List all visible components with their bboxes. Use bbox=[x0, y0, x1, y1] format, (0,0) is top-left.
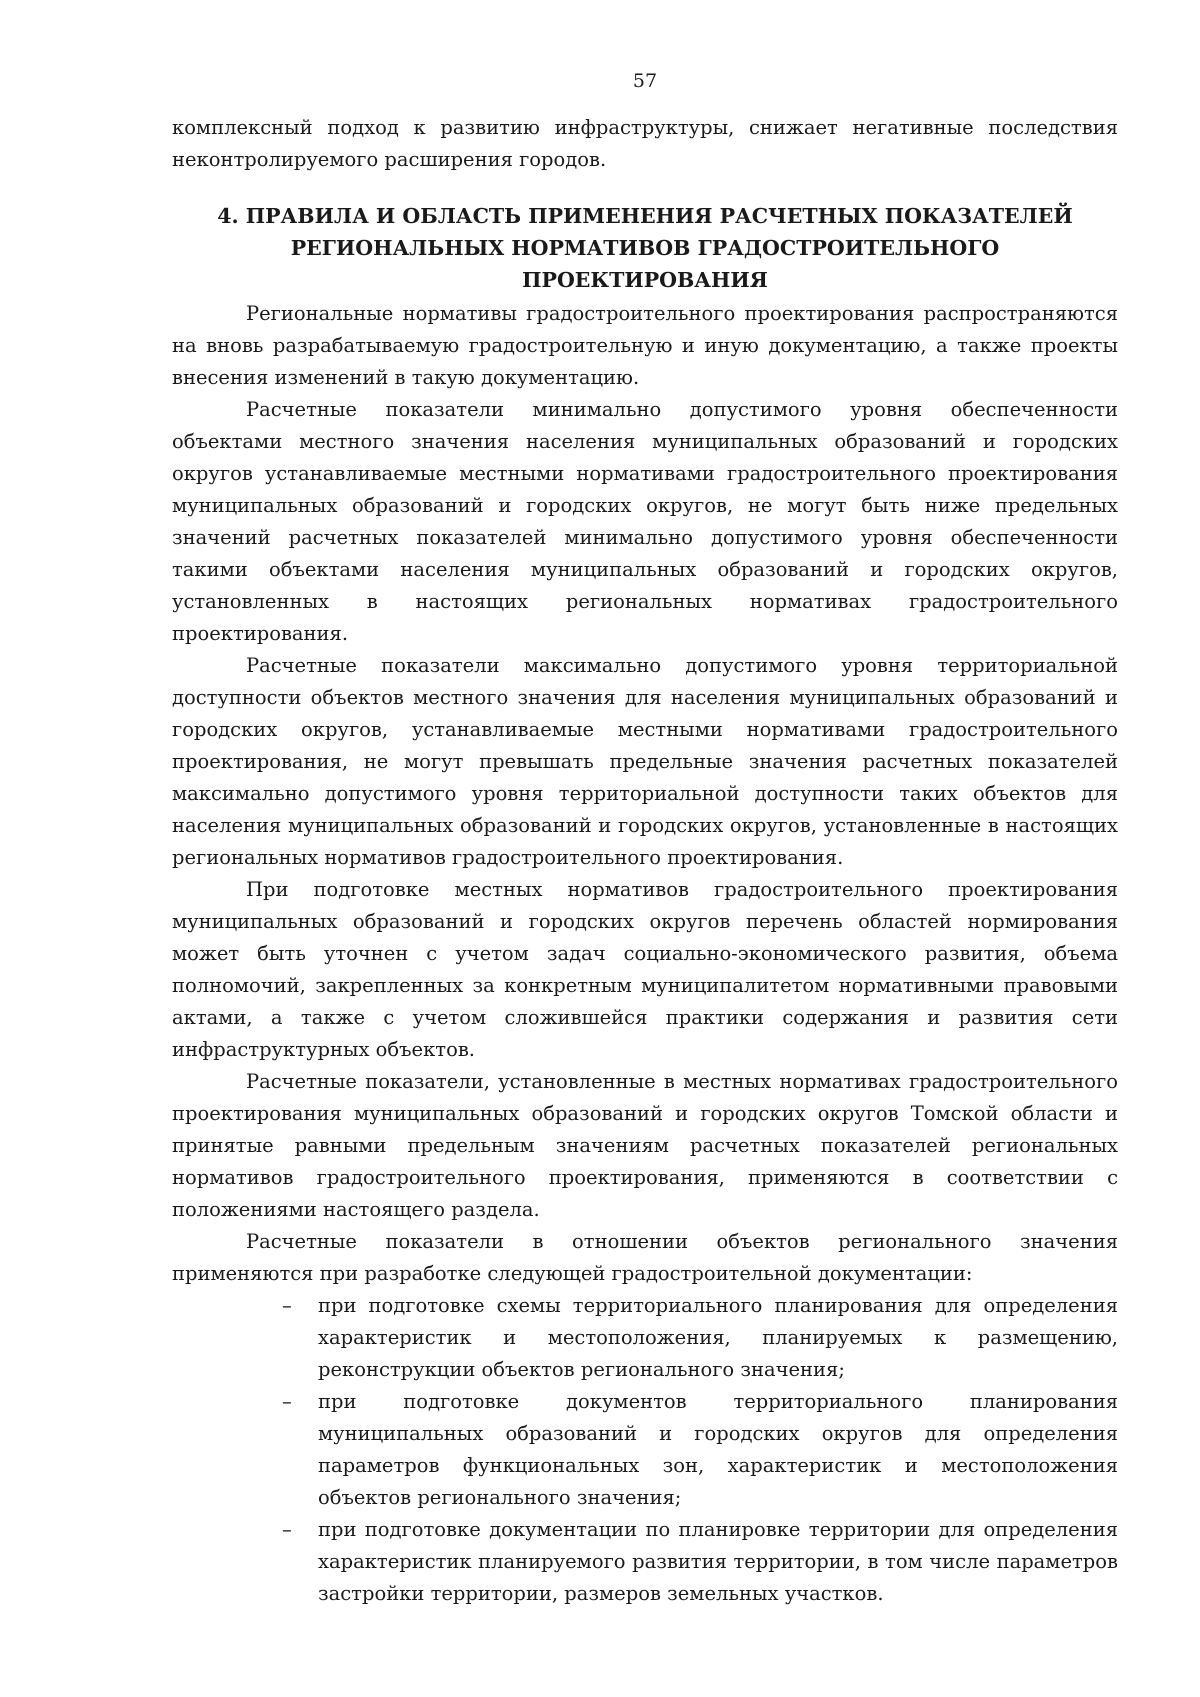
section-heading-line-3: ПРОЕКТИРОВАНИЯ bbox=[522, 268, 768, 292]
list-item bbox=[282, 1386, 1118, 1514]
page-number: 57 bbox=[632, 70, 658, 92]
section-heading-line-1: 4. ПРАВИЛА И ОБЛАСТЬ ПРИМЕНЕНИЯ РАСЧЕТНЫХ ПОКАЗАТЕЛЕЙ bbox=[217, 204, 1073, 228]
section-heading-line-2: РЕГИОНАЛЬНЫХ НОРМАТИВОВ ГРАДОСТРОИТЕЛЬНОГО bbox=[290, 236, 1000, 260]
list-item bbox=[282, 1514, 1118, 1610]
section-heading bbox=[172, 200, 1118, 296]
paragraph-scope: Региональные нормативы градостроительного проектирования распространяются на вновь разрабатываемую градостроительную и иную документацию, а также проекты внесения изменений в такую документацию. bbox=[172, 302, 1118, 389]
list-item bbox=[282, 1290, 1118, 1386]
document-page bbox=[172, 66, 1118, 1610]
paragraph-min-provision: Расчетные показатели минимально допустимого уровня обеспеченности объектами местного значения населения муниципальных образований и городских округов устанавливаемые местными нормативами градостроительного проектирования муниципальных образований и городских округов, не могут быть ниже предельных значений расчетных показателей минимально допустимого уровня обеспеченности такими объектами населения муниципальных образований и городских округов, установленных в настоящих региональных нормативах градостроительного проектирования. bbox=[172, 398, 1118, 645]
list-item-text: при подготовке документации по планировке территории для определения характеристик планируемого развития территории, в том числе параметров застройки территории, размеров земельных участков. bbox=[318, 1518, 1118, 1605]
intro-paragraph: комплексный подход к развитию инфраструктуры, снижает негативные последствия неконтролируемого расширения городов. bbox=[172, 116, 1118, 171]
paragraph-local-norms: При подготовке местных нормативов градостроительного проектирования муниципальных образований и городских округов перечень областей нормирования может быть уточнен с учетом задач социально-экономического развития, объема полномочий, закрепленных за конкретным муниципалитетом нормативными правовыми актами, а также с учетом сложившейся практики содержания и развития сети инфраструктурных объектов. bbox=[172, 878, 1118, 1061]
documentation-list bbox=[172, 1290, 1118, 1610]
list-dash-marker: – bbox=[282, 1294, 292, 1317]
list-dash-marker: – bbox=[282, 1390, 292, 1413]
list-item-text: при подготовке документов территориального планирования муниципальных образований и городских округов для определения параметров функциональных зон, характеристик и местоположения объектов регионального значения; bbox=[318, 1390, 1118, 1509]
list-item-text: при подготовке схемы территориального планирования для определения характеристик и местоположения, планируемых к размещению, реконструкции объектов регионального значения; bbox=[318, 1294, 1118, 1381]
paragraph-max-accessibility: Расчетные показатели максимально допустимого уровня территориальной доступности объектов местного значения для населения муниципальных образований и городских округов, устанавливаемые местными нормативами градостроительного проектирования, не могут превышать предельные значения расчетных показателей максимально допустимого уровня территориальной доступности таких объектов для населения муниципальных образований и городских округов, установленные в настоящих региональных нормативов градостроительного проектирования. bbox=[172, 654, 1118, 869]
list-dash-marker: – bbox=[282, 1518, 292, 1541]
paragraph-tomsk-norms: Расчетные показатели, установленные в местных нормативах градостроительного проектирования муниципальных образований и городских округов Томской области и принятые равными предельным значениям расчетных показателей региональных нормативов градостроительного проектирования, применяются в соответствии с положениями настоящего раздела. bbox=[172, 1070, 1118, 1221]
paragraph-regional-objects: Расчетные показатели в отношении объектов регионального значения применяются при разработке следующей градостроительной документации: bbox=[172, 1230, 1118, 1285]
